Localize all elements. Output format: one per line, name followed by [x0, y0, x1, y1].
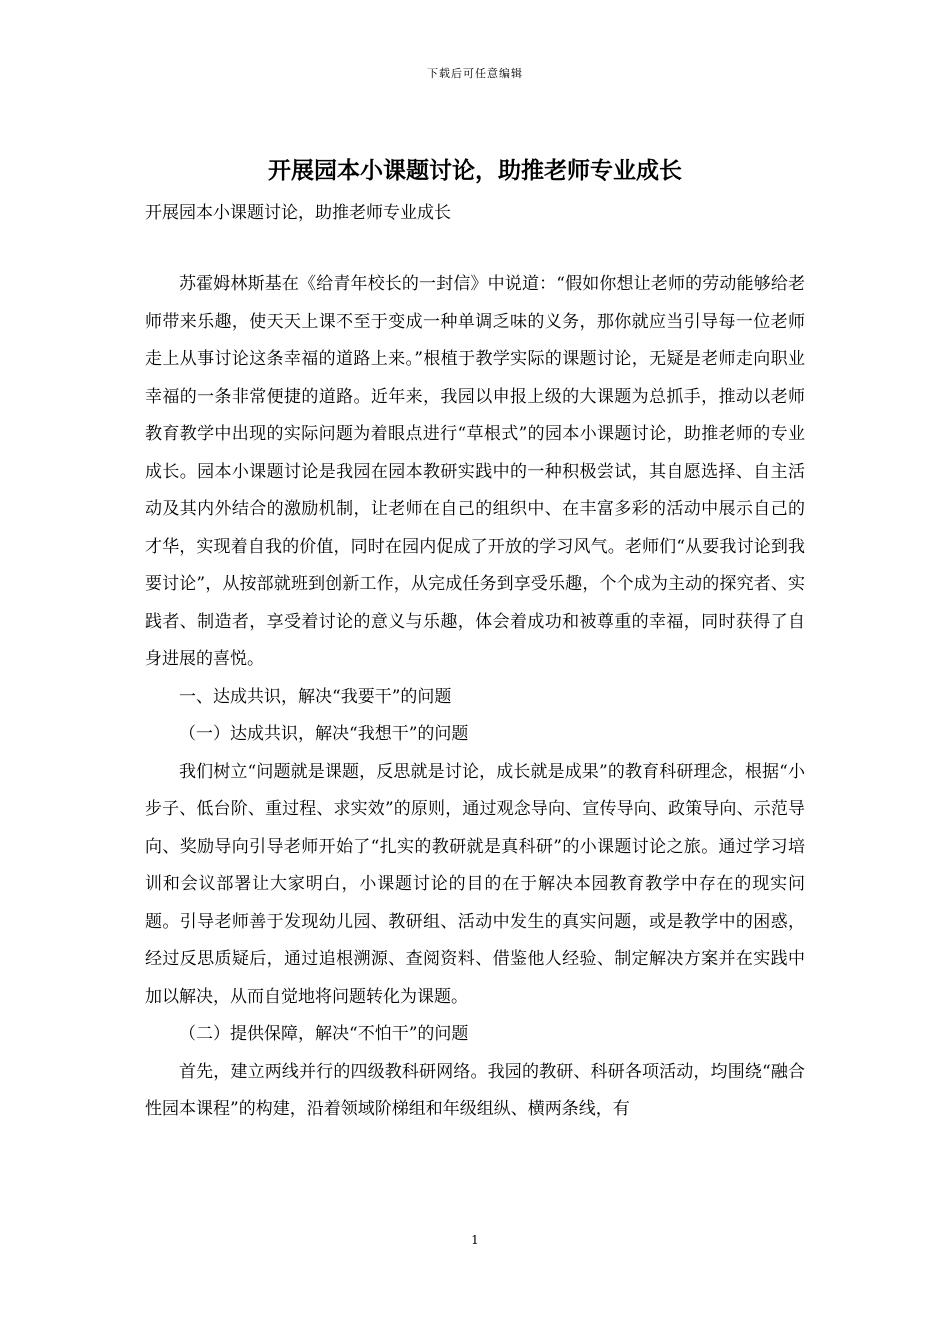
header-note: 下载后可任意编辑 — [427, 67, 523, 80]
paragraph-consensus: 我们树立“问题就是课题，反思就是讨论，成长就是成果”的教育科研理念，根据“小步子、低台阶、重过程、求实效”的原则，通过观念导向、宣传导向、政策导向、示范导向、奖励导向引导老师开始了“扎实的教研就是真科研”的小课题讨论之旅。通过学习培训和会议部署让大家明白，小课题讨论的目的在于解决本园教育教学中存在的现实问题。引导老师善于发现幼儿园、教研组、活动中发生的真实问题，或是教学中的困惑，经过反思质疑后，通过追根溯源、查阅资料、借鉴他人经验、制定解决方案并在实践中加以解决，从而自觉地将问题转化为课题。 — [145, 761, 805, 1007]
document-title: 开展园本小课题讨论，助推老师专业成长 — [268, 157, 682, 184]
page-number: 1 — [471, 1233, 479, 1247]
subsection-heading-2: （二）提供保障，解决“不怕干”的问题 — [179, 1024, 469, 1044]
section-heading-1: 一、达成共识，解决“我要干”的问题 — [179, 686, 452, 707]
paragraph-network: 首先，建立两线并行的四级教科研网络。我园的教研、科研各项活动，均围绕“融合性园本课程”的构建，沿着领域阶梯组和年级组纵、横两条线，有 — [145, 1061, 805, 1119]
document-subtitle: 开展园本小课题讨论，助推老师专业成长 — [145, 203, 451, 223]
document-body — [145, 266, 805, 1129]
paragraph-intro: 苏霍姆林斯基在《给青年校长的一封信》中说道：“假如你想让老师的劳动能够给老师带来乐趣，使天天上课不至于变成一种单调乏味的义务，那你就应当引导每一位老师走上从事讨论这条幸福的道路上来。”根植于教学实际的课题讨论，无疑是老师走向职业幸福的一条非常便捷的道路。近年来，我园以申报上级的大课题为总抓手，推动以老师教育教学中出现的实际问题为着眼点进行“草根式”的园本小课题讨论，助推老师的专业成长。园本小课题讨论是我园在园本教研实践中的一种积极尝试，其自愿选择、自主活动及其内外结合的激励机制，让老师在自己的组织中、在丰富多彩的活动中展示自己的才华，实现着自我的价值，同时在园内促成了开放的学习风气。老师们“从要我讨论到我要讨论”，从按部就班到创新工作，从完成任务到享受乐趣，个个成为主动的探究者、实践者、制造者，享受着讨论的意义与乐趣，体会着成功和被尊重的幸福，同时获得了自身进展的喜悦。 — [145, 274, 805, 669]
subsection-heading-1: （一）达成共识，解决“我想干”的问题 — [179, 724, 469, 744]
